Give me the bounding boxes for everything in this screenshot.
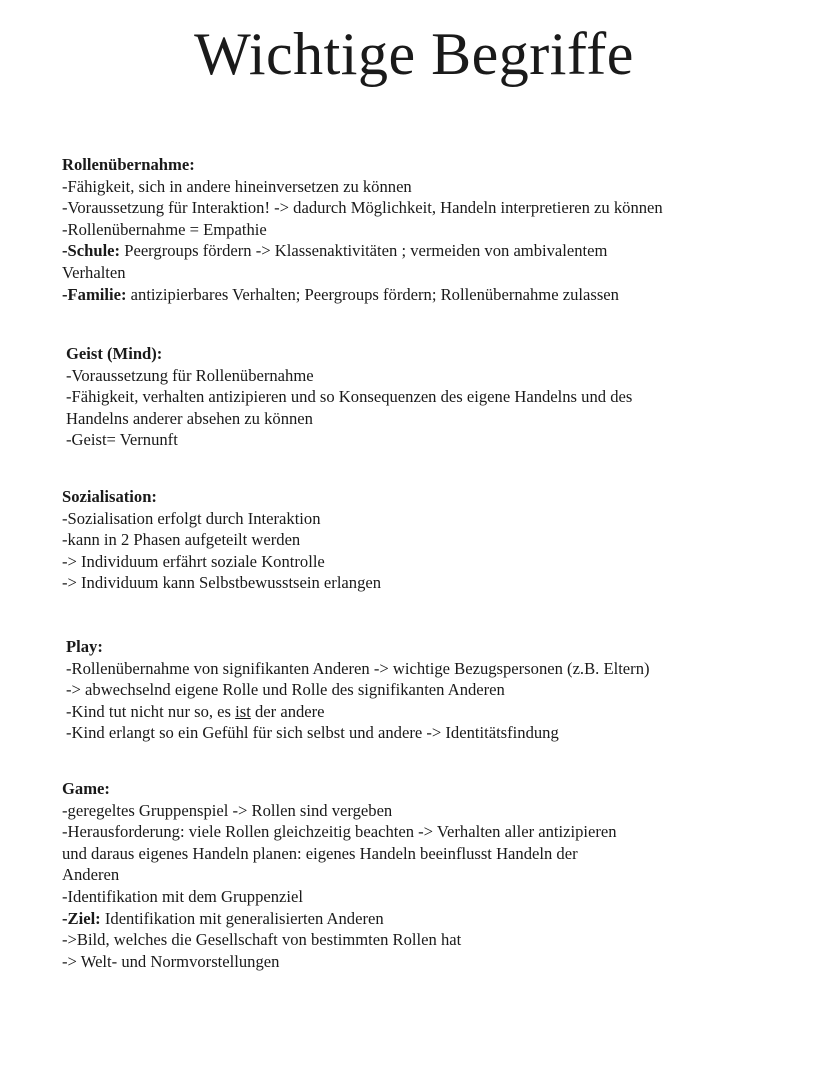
text-line: -> Individuum kann Selbstbewusstsein erlangen [62, 573, 382, 593]
text-line: -Fähigkeit, sich in andere hineinversetzen zu können [62, 176, 412, 196]
ziel-text: Identifikation mit generalisierten Anderen [100, 908, 384, 928]
kind-text-post: der andere [250, 701, 325, 721]
familie-text: antizipierbares Verhalten; Peergroups fördern; Rollenübernahme zulassen [126, 284, 619, 304]
ziel-label: -Ziel: [62, 908, 101, 928]
text-line: -Fähigkeit, verhalten antizipieren und so Konsequenzen des eigene Handelns und des [66, 387, 633, 407]
section-geist [66, 343, 828, 451]
text-line: -> abwechselnd eigene Rolle und Rolle des signifikanten Anderen [66, 680, 505, 700]
text-line: -> Individuum erfährt soziale Kontrolle [62, 551, 325, 571]
text-line: und daraus eigenes Handeln planen: eigenes Handeln beeinflusst Handeln der [62, 843, 578, 863]
section-heading: Rollenübernahme: [62, 155, 195, 174]
section-play [66, 636, 828, 744]
text-line: -Herausforderung: viele Rollen gleichzeitig beachten -> Verhalten aller antizipieren [62, 822, 617, 842]
section-heading: Game: [62, 779, 110, 798]
familie-line [62, 284, 828, 306]
text-line: -Voraussetzung für Rollenübernahme [66, 365, 314, 385]
text-line: -> Welt- und Normvorstellungen [62, 951, 280, 971]
text-line: -Geist= Vernunft [66, 430, 178, 450]
kind-line [66, 701, 828, 723]
schule-text: Peergroups fördern -> Klassenaktivitäten ; vermeiden von ambivalentem [120, 241, 608, 261]
text-line: -Sozialisation erfolgt durch Interaktion [62, 508, 321, 528]
section-game [62, 778, 828, 972]
section-sozialisation [62, 486, 828, 594]
schule-line [62, 240, 828, 262]
section-heading: Play: [66, 637, 103, 656]
kind-text-pre: -Kind tut nicht nur so, es [66, 701, 236, 721]
text-line: ->Bild, welches die Gesellschaft von bestimmten Rollen hat [62, 930, 462, 950]
familie-label: -Familie: [62, 284, 127, 304]
underlined-word: ist [235, 701, 251, 721]
section-heading: Sozialisation: [62, 487, 157, 506]
text-line: -geregeltes Gruppenspiel -> Rollen sind vergeben [62, 800, 393, 820]
text-line: Handelns anderer absehen zu können [66, 408, 313, 428]
text-line: -Kind erlangt so ein Gefühl für sich selbst und andere -> Identitätsfindung [66, 723, 559, 743]
text-line: -kann in 2 Phasen aufgeteilt werden [62, 530, 301, 550]
text-line: -Voraussetzung für Interaktion! -> dadurch Möglichkeit, Handeln interpretieren zu können [62, 198, 663, 218]
section-rollenuebernahme [62, 154, 828, 305]
text-line: Verhalten [62, 262, 126, 282]
text-line: Anderen [62, 865, 120, 885]
text-line: -Rollenübernahme = Empathie [62, 219, 267, 239]
text-line: -Identifikation mit dem Gruppenziel [62, 886, 303, 906]
section-heading: Geist (Mind): [66, 344, 163, 363]
ziel-line [62, 908, 828, 930]
text-line: -Rollenübernahme von signifikanten Anderen -> wichtige Bezugspersonen (z.B. Eltern) [66, 658, 650, 678]
schule-label: -Schule: [62, 241, 121, 261]
page-title: Wichtige Begriffe [194, 21, 634, 87]
